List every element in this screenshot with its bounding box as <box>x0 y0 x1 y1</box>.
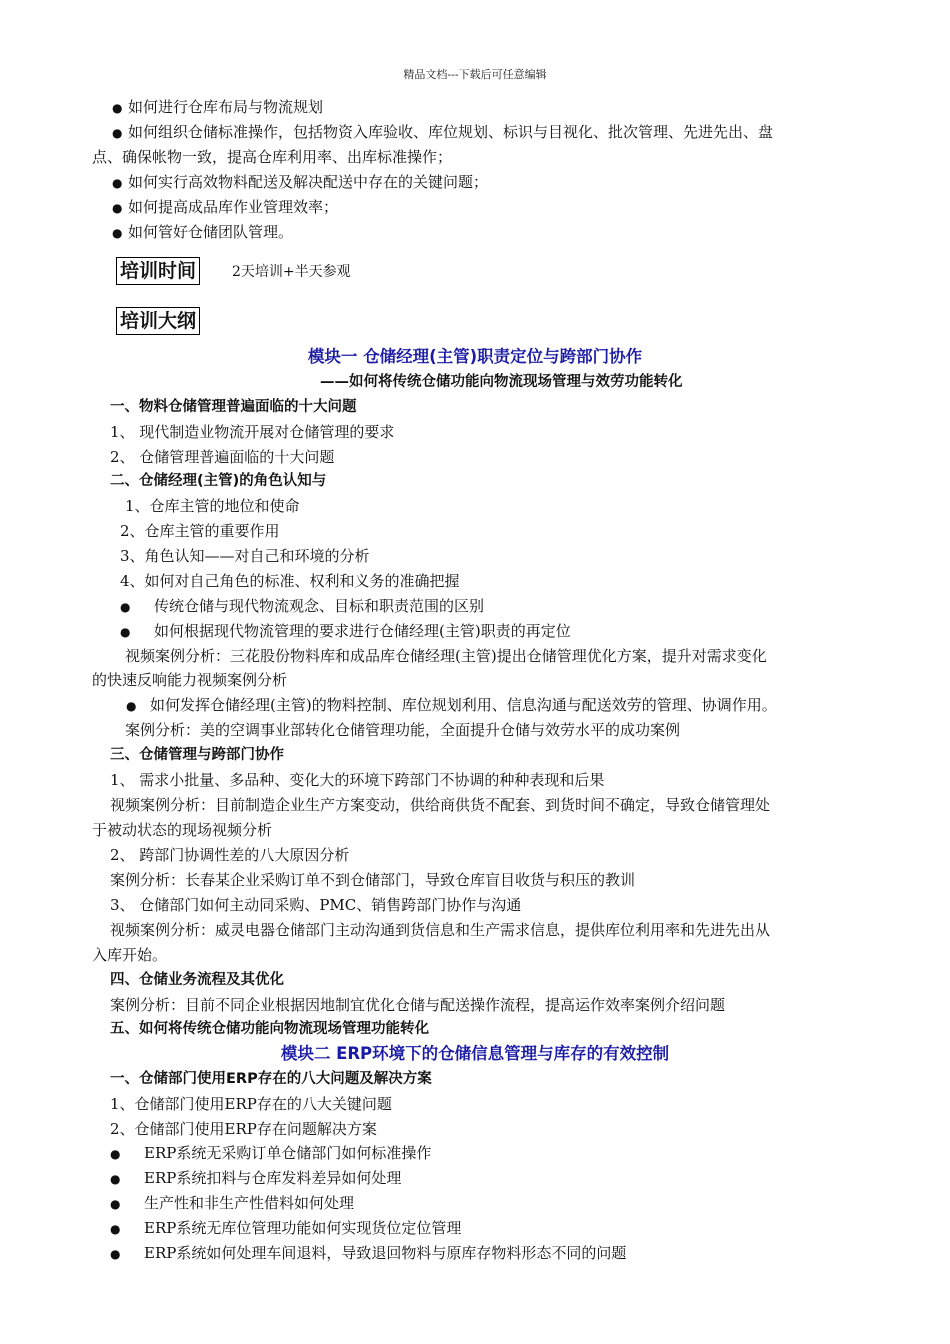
case-analysis: 案例分析：美的空调事业部转化仓储管理功能，全面提升仓储与效劳水平的成功案例 <box>125 721 681 739</box>
module2-title: 模块二 ERP环境下的仓储信息管理与库存的有效控制 <box>280 1044 670 1063</box>
video-case-continuation: 的快速反响能力视频案例分析 <box>92 671 288 689</box>
bullet-icon: ● <box>110 1222 121 1236</box>
training-time-value: 2天培训+半天参观 <box>232 264 351 280</box>
module1-subtitle: ——如何将传统仓储功能向物流现场管理与效劳功能转化 <box>320 374 683 390</box>
bullet-icon: ● <box>110 1247 121 1261</box>
bullet-icon: ● <box>110 1172 121 1186</box>
list-item: 1、 现代制造业物流开展对仓储管理的要求 <box>110 423 395 441</box>
list-item: ● 如何管好仓储团队管理。 <box>112 222 293 243</box>
bullet-text: ERP系统扣料与仓库发料差异如何处理 <box>144 1169 402 1187</box>
bullet-text: ERP系统无库位管理功能如何实现货位定位管理 <box>144 1219 462 1237</box>
section-heading: 三、仓储管理与跨部门协作 <box>110 747 284 763</box>
section-heading: 四、仓储业务流程及其优化 <box>110 972 284 988</box>
bullet-icon: ● <box>110 1197 121 1211</box>
bullet-icon: ● <box>126 699 137 713</box>
bullet-item <box>120 596 484 617</box>
bullet-text: 传统仓储与现代物流观念、目标和职责范围的区别 <box>154 597 485 615</box>
bullet-text: ERP系统无采购订单仓储部门如何标准操作 <box>144 1144 432 1162</box>
list-item: 1、仓储部门使用ERP存在的八大关键问题 <box>110 1095 392 1113</box>
video-case: 视频案例分析：三花股份物料库和成品库仓储经理(主管)提出仓储管理优化方案，提升对需求变化 <box>125 647 767 665</box>
video-case: 视频案例分析：目前制造企业生产方案变动，供给商供货不配套、到货时间不确定，导致仓储管理处 <box>110 796 771 814</box>
list-item: 2、 跨部门协调性差的八大原因分析 <box>110 846 350 864</box>
list-item: 3、 仓储部门如何主动同采购、PMC、销售跨部门协作与沟通 <box>110 896 522 914</box>
section-heading: 一、仓储部门使用ERP存在的八大问题及解决方案 <box>110 1071 432 1087</box>
list-item: ● 如何组织仓储标准操作，包括物资入库验收、库位规划、标识与目视化、批次管理、先进先出、盘 <box>112 122 773 143</box>
list-item: 1、 需求小批量、多品种、变化大的环境下跨部门不协调的种种表现和后果 <box>110 771 605 789</box>
bullet-icon: ● <box>110 1147 121 1161</box>
bullet-item <box>110 1168 401 1189</box>
list-item: 2、仓储部门使用ERP存在问题解决方案 <box>110 1120 377 1138</box>
bullet-icon: ● <box>120 600 131 614</box>
section-heading: 五、如何将传统仓储功能向物流现场管理功能转化 <box>110 1021 429 1037</box>
list-item: 1、仓库主管的地位和使命 <box>125 497 300 515</box>
bullet-text: ERP系统如何处理车间退料，导致退回物料与原库存物料形态不同的问题 <box>144 1244 627 1262</box>
list-item: ● 如何进行仓库布局与物流规划 <box>112 97 323 118</box>
bullet-text: 如何发挥仓储经理(主管)的物料控制、库位规划利用、信息沟通与配送效劳的管理、协调作用。 <box>150 696 777 714</box>
bullet-item <box>110 1243 626 1264</box>
bullet-item <box>110 1218 461 1239</box>
list-item: 2、仓库主管的重要作用 <box>120 522 280 540</box>
bullet-item <box>126 695 777 716</box>
section-heading: 一、物料仓储管理普遍面临的十大问题 <box>110 399 357 415</box>
page-header: 精品文档---下载后可任意编辑 <box>403 68 547 81</box>
list-item-continuation: 点、确保帐物一致，提高仓库利用率、出库标准操作； <box>92 148 453 166</box>
training-outline-label: 培训大纲 <box>116 307 200 335</box>
list-item: ● 如何实行高效物料配送及解决配送中存在的关键问题； <box>112 172 488 193</box>
bullet-icon: ● <box>120 625 131 639</box>
bullet-item <box>120 621 571 642</box>
bullet-item <box>110 1143 431 1164</box>
video-case: 视频案例分析：威灵电器仓储部门主动沟通到货信息和生产需求信息，提供库位利用率和先进先出从 <box>110 921 771 939</box>
bullet-text: 生产性和非生产性借料如何处理 <box>144 1194 355 1212</box>
list-item: 4、如何对自己角色的标准、权利和义务的准确把握 <box>120 572 460 590</box>
bullet-item <box>110 1193 354 1214</box>
video-case-continuation: 于被动状态的现场视频分析 <box>92 821 273 839</box>
bullet-text: 如何根据现代物流管理的要求进行仓储经理(主管)职责的再定位 <box>154 622 571 640</box>
video-case-continuation: 入库开始。 <box>92 946 168 964</box>
module1-title: 模块一 仓储经理(主管)职责定位与跨部门协作 <box>307 347 643 366</box>
list-item: 2、 仓储管理普遍面临的十大问题 <box>110 448 335 466</box>
case-analysis: 案例分析：长春某企业采购订单不到仓储部门，导致仓库盲目收货与积压的教训 <box>110 871 636 889</box>
section-heading: 二、仓储经理(主管)的角色认知与 <box>110 473 327 489</box>
training-time-label: 培训时间 <box>116 257 200 285</box>
list-item: 3、角色认知——对自己和环境的分析 <box>120 547 370 565</box>
list-item: ● 如何提高成品库作业管理效率； <box>112 197 338 218</box>
case-analysis: 案例分析：目前不同企业根据因地制宜优化仓储与配送操作流程，提高运作效率案例介绍问题 <box>110 996 726 1014</box>
